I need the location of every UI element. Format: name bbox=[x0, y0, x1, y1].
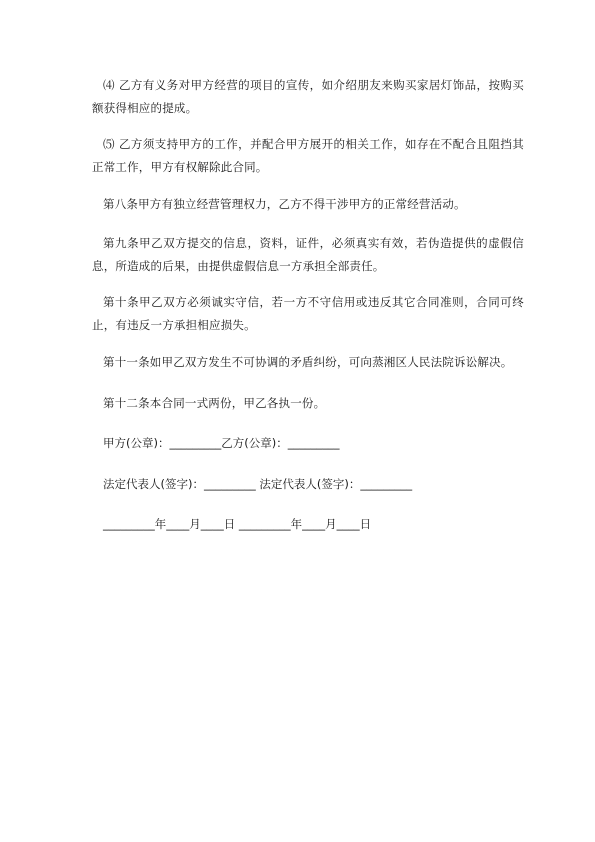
clause-5-paragraph: ⑸ 乙方须支持甲方的工作，并配合甲方展开的相关工作，如存在不配合且阻挡其正常工作，甲方有权解除此合同。 bbox=[92, 137, 524, 174]
article-12-paragraph: 第十二条本合同一式两份，甲乙各执一份。 bbox=[103, 396, 326, 410]
article-11-paragraph: 第十一条如甲乙双方发生不可协调的矛盾纠纷，可向蒸湘区人民法院诉讼解决。 bbox=[103, 355, 513, 369]
party-seal-line: 甲方(公章)：_________乙方(公章)：_________ bbox=[103, 436, 340, 450]
representative-signature-line: 法定代表人(签字)：_________ 法定代表人(签字)：_________ bbox=[103, 477, 413, 491]
article-10-paragraph: 第十条甲乙双方必须诚实守信，若一方不守信用或违反其它合同准则，合同可终止，有违反一方承担相应损失。 bbox=[92, 295, 524, 332]
clause-4-paragraph: ⑷ 乙方有义务对甲方经营的项目的宣传，如介绍朋友来购买家居灯饰品，按购买额获得相应的提成。 bbox=[92, 78, 524, 115]
article-8-paragraph: 第八条甲方有独立经营管理权力，乙方不得干涉甲方的正常经营活动。 bbox=[103, 197, 466, 211]
signing-date-line: _________年____月____日 _________年____月____日 bbox=[103, 517, 372, 531]
article-9-paragraph: 第九条甲乙双方提交的信息，资料，证件，必须真实有效，若伪造提供的虚假信息，所造成的后果，由提供虚假信息一方承担全部责任。 bbox=[92, 236, 524, 273]
